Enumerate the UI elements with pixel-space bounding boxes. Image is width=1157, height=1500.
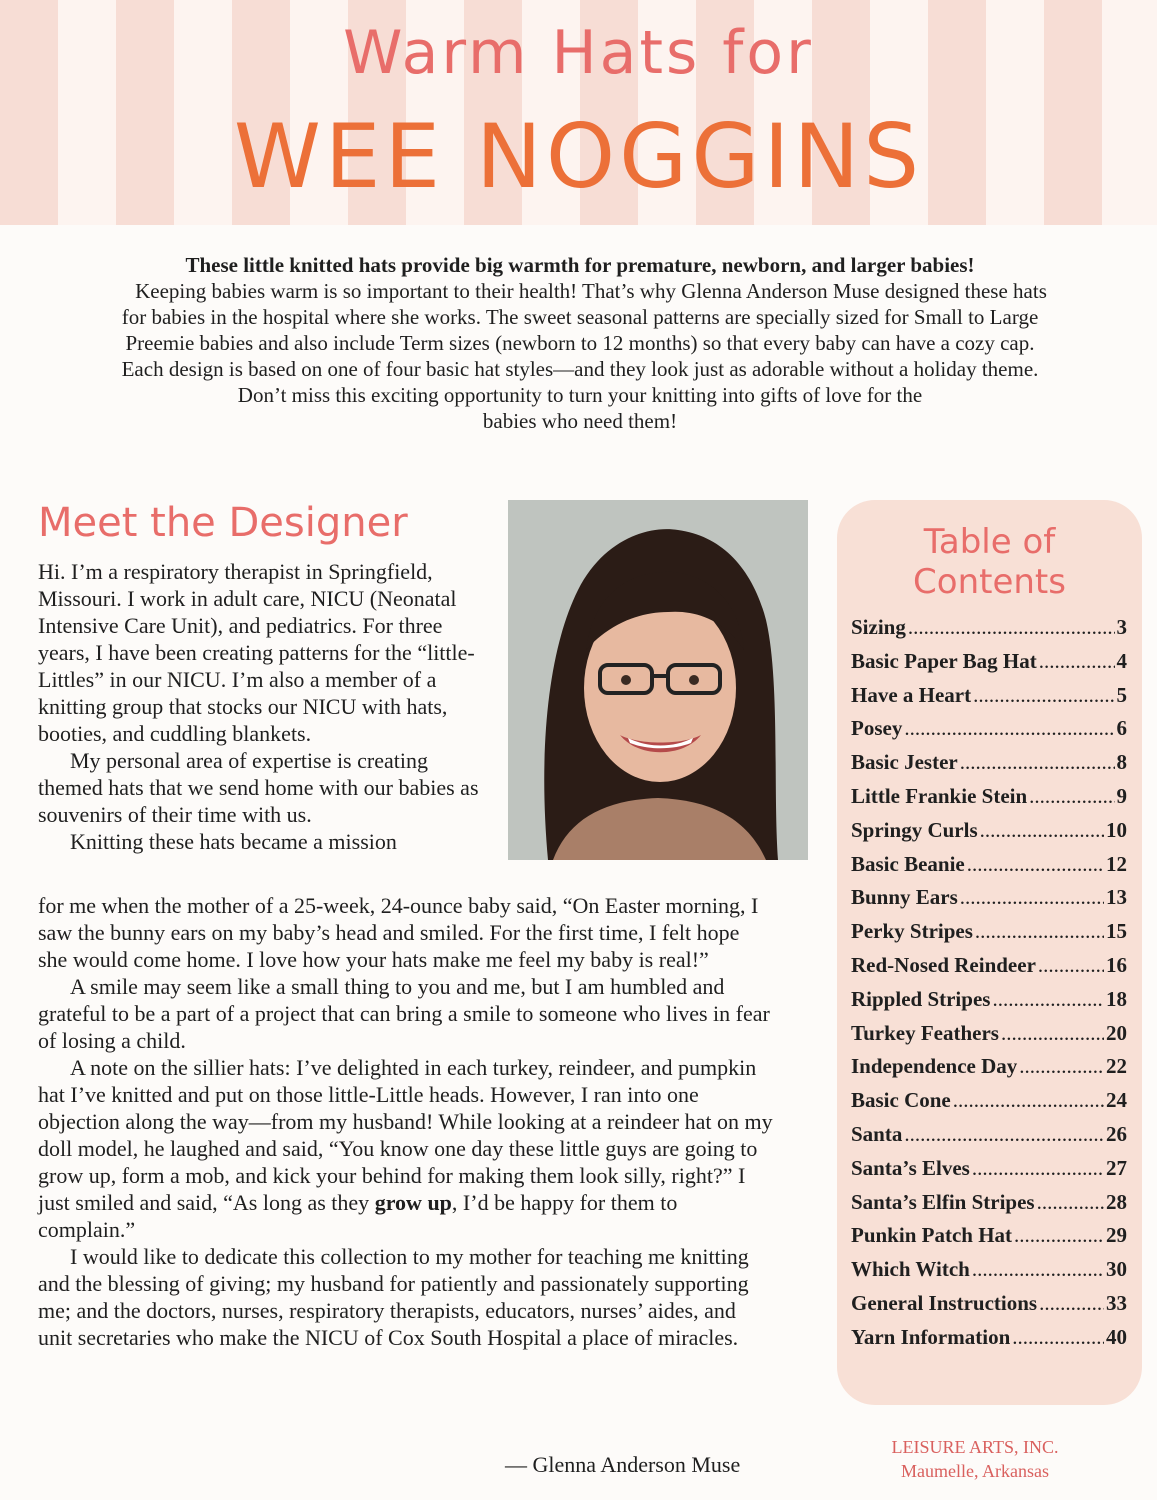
toc-leader bbox=[980, 818, 1104, 843]
toc-title-line-2: Contents bbox=[913, 562, 1066, 602]
toc-item[interactable] bbox=[851, 1325, 1127, 1359]
toc-item[interactable] bbox=[851, 885, 1127, 919]
toc-item[interactable] bbox=[851, 784, 1127, 818]
intro-lead: These little knitted hats provide big warmth for premature, newborn, and larger babies! bbox=[185, 253, 975, 277]
designer-paragraph-6: I would like to dedicate this collection to my mother for teaching me knitting and the blessing of giving; my husband for patiently and passionately supporting me; and the doctors, nurses, respiratory therapists, educators, nurses’ aides, and unit secretaries who make the NICU of Cox South Hospital a place of miracles. bbox=[38, 1244, 749, 1350]
toc-item-label: Independence Day bbox=[851, 1054, 1018, 1079]
designer-paragraph-2: My personal area of expertise is creating themed hats that we send home with our babies as souvenirs of their time with us. bbox=[38, 748, 479, 827]
toc-item-page: 29 bbox=[1106, 1223, 1127, 1248]
toc-item-label: Posey bbox=[851, 716, 903, 741]
toc-leader bbox=[1014, 1223, 1104, 1248]
toc-leader bbox=[960, 750, 1115, 775]
toc-item-page: 15 bbox=[1106, 919, 1127, 944]
designer-signature: — Glenna Anderson Muse bbox=[505, 1452, 741, 1477]
toc-item[interactable] bbox=[851, 649, 1127, 683]
toc-leader bbox=[960, 885, 1104, 910]
toc-item-page: 12 bbox=[1106, 851, 1127, 876]
toc-item-label: Basic Beanie bbox=[851, 851, 965, 876]
toc-item[interactable] bbox=[851, 1156, 1127, 1190]
toc-item-page: 6 bbox=[1116, 716, 1127, 741]
toc-leader bbox=[904, 1122, 1104, 1147]
toc-item-label: Have a Heart bbox=[851, 682, 972, 707]
toc-title-line-1: Table of bbox=[923, 522, 1056, 562]
toc-item-label: Basic Paper Bag Hat bbox=[851, 648, 1037, 673]
designer-text-top bbox=[38, 558, 493, 855]
toc-item-label: Little Frankie Stein bbox=[851, 783, 1028, 808]
toc-item[interactable] bbox=[851, 1257, 1127, 1291]
header-banner bbox=[0, 0, 1157, 225]
toc-item[interactable] bbox=[851, 1291, 1127, 1325]
toc-item-label: Bunny Ears bbox=[851, 885, 958, 910]
toc-item-label: Which Witch bbox=[851, 1257, 970, 1282]
intro-paragraph-2: Don’t miss this exciting opportunity to turn your knitting into gifts of love for the babies who need them! bbox=[237, 383, 923, 433]
toc-item-page: 22 bbox=[1106, 1054, 1127, 1079]
toc-item-label: Springy Curls bbox=[851, 817, 978, 842]
toc-item-label: Santa’s Elves bbox=[851, 1155, 970, 1180]
toc-item-label: Santa’s Elfin Stripes bbox=[851, 1189, 1035, 1214]
toc-item-label: Yarn Information bbox=[851, 1324, 1011, 1349]
paragraph-5-text: A note on the sillier hats: I’ve delighted in each turkey, reindeer, and pumpkin hat I’ve knitted and put on those little-Little heads. However, I ran into one objection along the way—from my husband! While looking at a reindeer hat on my doll model, he laughed and said, “You know one day these little guys are going to grow up, form a mob, and kick your behind for making them look silly, right?” I just smiled and said, “As long as they bbox=[38, 1055, 773, 1215]
toc-item[interactable] bbox=[851, 818, 1127, 852]
title-line-2: WEE NOGGINS bbox=[233, 105, 924, 208]
toc-leader bbox=[1039, 1291, 1104, 1316]
toc-leader bbox=[1029, 784, 1114, 809]
toc-item-page: 9 bbox=[1116, 783, 1127, 808]
toc-item[interactable] bbox=[851, 716, 1127, 750]
toc-item[interactable] bbox=[851, 1054, 1127, 1088]
toc-item[interactable] bbox=[851, 1223, 1127, 1257]
toc-leader bbox=[1037, 1190, 1104, 1215]
publisher bbox=[875, 1435, 1075, 1483]
intro bbox=[110, 252, 1050, 434]
toc-item-page: 30 bbox=[1106, 1257, 1127, 1282]
toc-leader bbox=[904, 716, 1114, 741]
designer-paragraph-4: A smile may seem like a small thing to you and me, but I am humbled and grateful to be a part of a project that can bring a smile to someone who lives in fear of losing a child. bbox=[38, 974, 770, 1053]
toc-item-label: Punkin Patch Hat bbox=[851, 1223, 1013, 1248]
toc-leader bbox=[1039, 649, 1115, 674]
toc-item[interactable] bbox=[851, 1190, 1127, 1224]
toc-item[interactable] bbox=[851, 615, 1127, 649]
toc-leader bbox=[908, 615, 1115, 640]
toc-leader bbox=[1001, 1021, 1104, 1046]
toc-item-label: Rippled Stripes bbox=[851, 986, 991, 1011]
publisher-location: Maumelle, Arkansas bbox=[901, 1461, 1049, 1481]
toc-item-label: Turkey Feathers bbox=[851, 1020, 999, 1045]
toc-item-page: 5 bbox=[1116, 682, 1127, 707]
toc-item[interactable] bbox=[851, 1088, 1127, 1122]
paragraph-5-bold: grow up bbox=[374, 1190, 452, 1215]
toc-title bbox=[837, 522, 1142, 602]
toc-item-page: 13 bbox=[1106, 885, 1127, 910]
toc-leader bbox=[967, 852, 1104, 877]
toc-item-page: 18 bbox=[1106, 986, 1127, 1011]
toc-item-label: Red-Nosed Reindeer bbox=[851, 952, 1036, 977]
toc-item-page: 10 bbox=[1106, 817, 1127, 842]
toc-item-label: Sizing bbox=[851, 615, 906, 639]
toc-item[interactable] bbox=[851, 683, 1127, 717]
toc-leader bbox=[973, 683, 1114, 708]
toc-item-page: 28 bbox=[1106, 1189, 1127, 1214]
toc-item-page: 40 bbox=[1106, 1324, 1127, 1349]
toc-item-label: Perky Stripes bbox=[851, 919, 973, 944]
designer-paragraph-1: Hi. I’m a respiratory therapist in Springfield, Missouri. I work in adult care, NICU (Neonatal Intensive Care Unit), and pediatrics. For three years, I have been creating patterns for the “little-Littles” in our NICU. I’m also a member of a knitting group that stocks our NICU with hats, booties, and cuddling blankets. bbox=[38, 559, 475, 746]
paragraph-5-end: , I’d be happy for them to complain.” bbox=[38, 1190, 678, 1242]
toc-item-page: 16 bbox=[1106, 952, 1127, 977]
toc-item-label: Basic Jester bbox=[851, 750, 958, 775]
toc-item[interactable] bbox=[851, 1021, 1127, 1055]
toc-item[interactable] bbox=[851, 953, 1127, 987]
toc-item-page: 8 bbox=[1116, 750, 1127, 775]
designer-paragraph-5 bbox=[38, 1054, 773, 1243]
toc-item-page: 27 bbox=[1106, 1155, 1127, 1180]
toc-item[interactable] bbox=[851, 919, 1127, 953]
meet-designer-heading: Meet the Designer bbox=[38, 500, 408, 546]
toc-item-label: General Instructions bbox=[851, 1290, 1038, 1315]
toc-list bbox=[851, 615, 1127, 1359]
toc-leader bbox=[1019, 1054, 1104, 1079]
designer-paragraph-3-rest: for me when the mother of a 25-week, 24-ounce baby said, “On Easter morning, I saw the bunny ears on my baby’s head and smiled. For the first time, I felt hope she would come home. I love how your hats make me feel my baby is real!” bbox=[38, 893, 759, 972]
toc-leader bbox=[953, 1088, 1104, 1113]
toc-item[interactable] bbox=[851, 1122, 1127, 1156]
publisher-name: LEISURE ARTS, INC. bbox=[891, 1437, 1059, 1457]
designer-photo bbox=[508, 500, 808, 860]
designer-paragraph-3-start: Knitting these hats became a mission bbox=[70, 829, 397, 854]
toc-leader bbox=[1012, 1325, 1104, 1350]
toc-item-label: Santa bbox=[851, 1121, 903, 1146]
toc-item[interactable] bbox=[851, 750, 1127, 784]
table-of-contents bbox=[837, 500, 1142, 1405]
toc-item-page: 3 bbox=[1116, 615, 1127, 639]
toc-item-label: Basic Cone bbox=[851, 1088, 951, 1113]
toc-item[interactable] bbox=[851, 852, 1127, 886]
title-line-1: Warm Hats for bbox=[343, 18, 814, 88]
toc-leader bbox=[972, 1156, 1104, 1181]
toc-item-page: 24 bbox=[1106, 1088, 1127, 1113]
toc-leader bbox=[992, 987, 1104, 1012]
toc-item-page: 33 bbox=[1106, 1290, 1127, 1315]
designer-text-bottom bbox=[38, 892, 773, 1351]
toc-item-page: 20 bbox=[1106, 1020, 1127, 1045]
toc-item-page: 4 bbox=[1116, 648, 1127, 673]
intro-paragraph-1: Keeping babies warm is so important to their health! That’s why Glenna Anderson Muse designed these hats for babies in the hospital where she works. The sweet seasonal patterns are specially sized for Small to Large Preemie babies and also include Term sizes (newborn to 12 months) so that every baby can have a cozy cap. Each design is based on one of four basic hat styles—and they look just as adorable without a holiday theme. bbox=[121, 279, 1047, 381]
toc-leader bbox=[975, 919, 1104, 944]
toc-item[interactable] bbox=[851, 987, 1127, 1021]
toc-item-page: 26 bbox=[1106, 1121, 1127, 1146]
toc-leader bbox=[1038, 953, 1104, 978]
toc-leader bbox=[972, 1257, 1104, 1282]
